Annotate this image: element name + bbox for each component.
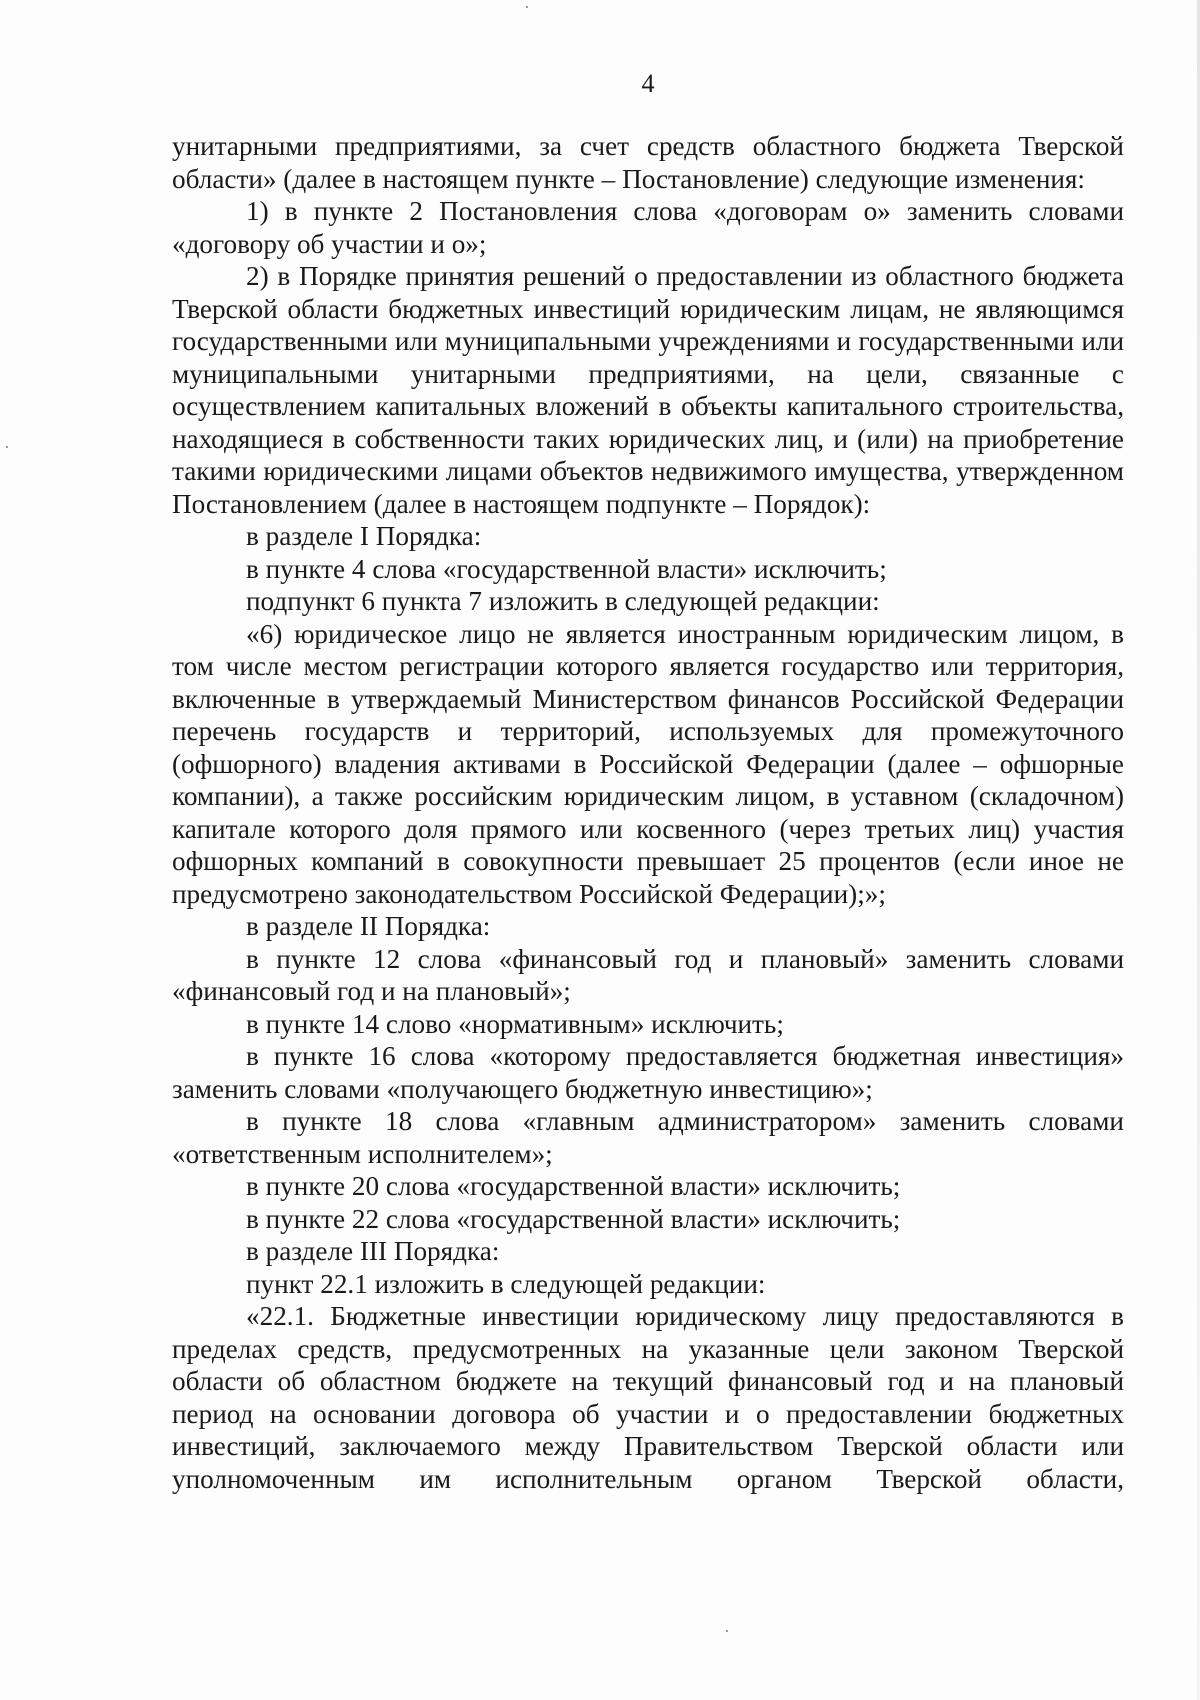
page-number: 4 [641, 69, 655, 98]
paragraph: подпункт 6 пункта 7 изложить в следующей редакции: [246, 586, 880, 616]
paragraph: в пункте 14 слово «нормативным» исключить; [246, 1008, 784, 1039]
paragraph: 1) в пункте 2 Постановления слова «договорам о» заменить словами «договору об участии и о»; [172, 196, 1124, 259]
scan-speck [726, 1630, 728, 1632]
paragraph: «22.1. Бюджетные инвестиции юридическому лицу предоставляются в пределах средств, предусмотренных на указанные цели законом Тверской области об областном бюджете на текущий финансовый год и на плановый период на основании договора об участии и о предоставлении бюджетных инвестиций, заключаемого между Правительством Тверской области или уполномоченным им исполнительным органом Тверской области, [172, 1301, 1124, 1494]
paragraph: в пункте 4 слова «государственной власти» исключить; [246, 553, 887, 584]
paragraph: в пункте 12 слова «финансовый год и плановый» заменить словами «финансовый год и на плановый»; [172, 943, 1124, 1006]
paragraph: в пункте 22 слова «государственной власти» исключить; [246, 1203, 901, 1234]
document-body [172, 130, 1124, 1495]
paragraph: «6) юридическое лицо не является иностранным юридическим лицом, в том числе местом регистрации которого является государство или территория, включенные в утверждаемый Министерством финансов Российской Федерации перечень государств и территорий, используемых для промежуточного (офшорного) владения активами в Российской Федерации (далее – офшорные компании), а также российским юридическим лицом, в уставном (складочном) капитале которого доля прямого или косвенного (через третьих лиц) участия офшорных компаний в совокупности превышает 25 процентов (если иное не предусмотрено законодательством Российской Федерации);»; [172, 618, 1124, 909]
paragraph: в разделе III Порядка: [246, 1236, 500, 1266]
paragraph: в разделе I Порядка: [246, 521, 482, 551]
paragraph: в пункте 18 слова «главным администратором» заменить словами «ответственным исполнителем»; [172, 1106, 1124, 1169]
paragraph: в пункте 16 слова «которому предоставляется бюджетная инвестиция» заменить словами «получающего бюджетную инвестицию»; [172, 1041, 1124, 1104]
paragraph: в пункте 20 слова «государственной власти» исключить; [246, 1171, 901, 1201]
scan-speck [526, 6, 528, 8]
paragraph: 2) в Порядке принятия решений о предоставлении из областного бюджета Тверской области бюджетных инвестиций юридическим лицам, не являющимся государственными или муниципальными учреждениями и государственными или муниципальными унитарными предприятиями, на цели, связанные с осуществлением капитальных вложений в объекты капитального строительства, находящиеся в собственности таких юридических лиц, и (или) на приобретение такими юридическими лицами объектов недвижимого имущества, утвержденном Постановлением (далее в настоящем подпункте – Порядок): [172, 261, 1124, 519]
scan-speck [6, 446, 8, 448]
paragraph: пункт 22.1 изложить в следующей редакции: [246, 1268, 766, 1299]
paragraph: унитарными предприятиями, за счет средств областного бюджета Тверской области» (далее в настоящем пункте – Постановление) следующие изменения: [172, 131, 1124, 194]
paragraph: в разделе II Порядка: [246, 911, 491, 941]
